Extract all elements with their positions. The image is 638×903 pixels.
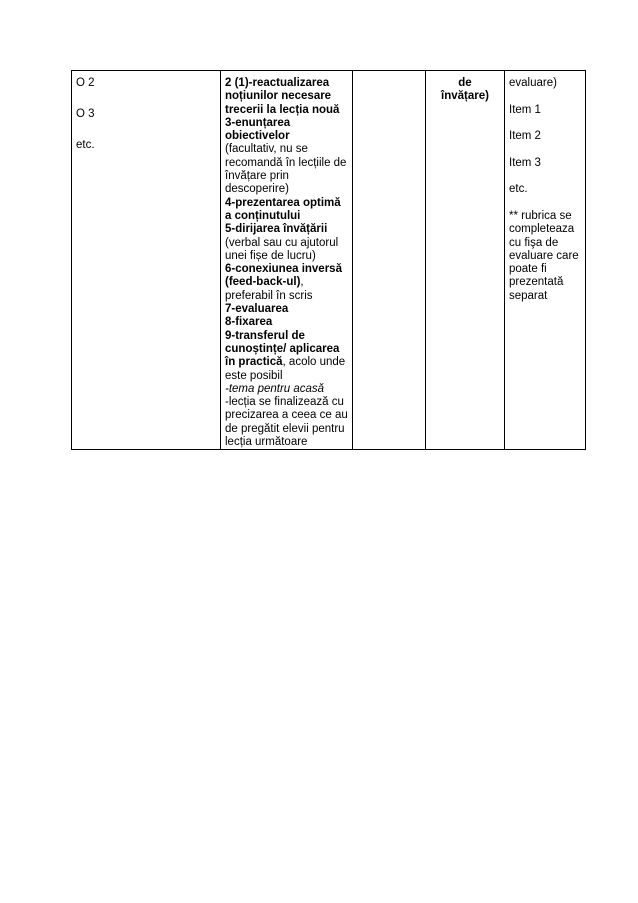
step-3-note: (facultativ, nu se recomandă în lecțiile de învățare prin descoperire) xyxy=(225,143,347,196)
step-6-title: 6-conexiunea inversă (feed-back-ul) xyxy=(225,263,342,289)
lesson-steps-cell xyxy=(221,71,353,450)
step-4-title: 4-prezentarea optimă a conținutului xyxy=(225,196,341,222)
objective-o2: O 2 xyxy=(76,77,95,89)
step-9-title: 9-transferul de cunoștințe/ aplicarea în practică xyxy=(225,329,340,369)
strategy-line-1: de xyxy=(458,77,472,89)
evaluation-item-3: Item 3 xyxy=(509,156,541,169)
lesson-plan-table xyxy=(71,70,586,450)
evaluation-item-1: Item 1 xyxy=(509,103,541,116)
evaluation-line-1: evaluare) xyxy=(509,77,557,89)
step-6-note: , preferabil în scris xyxy=(225,276,313,302)
step-2-text: 2 (1)-reactualizarea noțiunilor necesare trecerii la lecția nouă xyxy=(225,77,340,116)
step-5-title: 5-dirijarea învățării xyxy=(225,223,328,236)
step-3-title: 3-enunțarea obiectivelor xyxy=(225,116,291,143)
strategy-line-2: învățare) xyxy=(441,90,489,103)
objective-o3: O 3 xyxy=(76,107,95,120)
table-row xyxy=(72,71,586,450)
empty-cell xyxy=(353,71,426,450)
evaluation-cell xyxy=(505,71,586,450)
evaluation-note: ** rubrica se completeaza cu fişa de evaluare care poate fi prezentată separat xyxy=(509,209,579,302)
strategy-cell xyxy=(426,71,505,450)
objectives-cell xyxy=(72,71,221,450)
step-6-block xyxy=(225,263,348,303)
step-8-title: 8-fixarea xyxy=(225,316,273,329)
step-5-note: (verbal sau cu ajutorul unei fișe de lucru) xyxy=(225,236,339,262)
homework-text: -tema pentru acasă xyxy=(225,382,325,395)
step-9-note: , acolo unde este posibil xyxy=(225,356,346,382)
objective-etc: etc. xyxy=(76,138,95,151)
evaluation-item-2: Item 2 xyxy=(509,130,541,143)
step-9-block xyxy=(225,330,348,383)
evaluation-etc: etc. xyxy=(509,183,528,196)
closing-text: -lecția se finalizează cu precizarea a ceea ce au de pregătit elevii pentru lecția următoare xyxy=(225,396,348,449)
step-7-title: 7-evaluarea xyxy=(225,303,289,316)
